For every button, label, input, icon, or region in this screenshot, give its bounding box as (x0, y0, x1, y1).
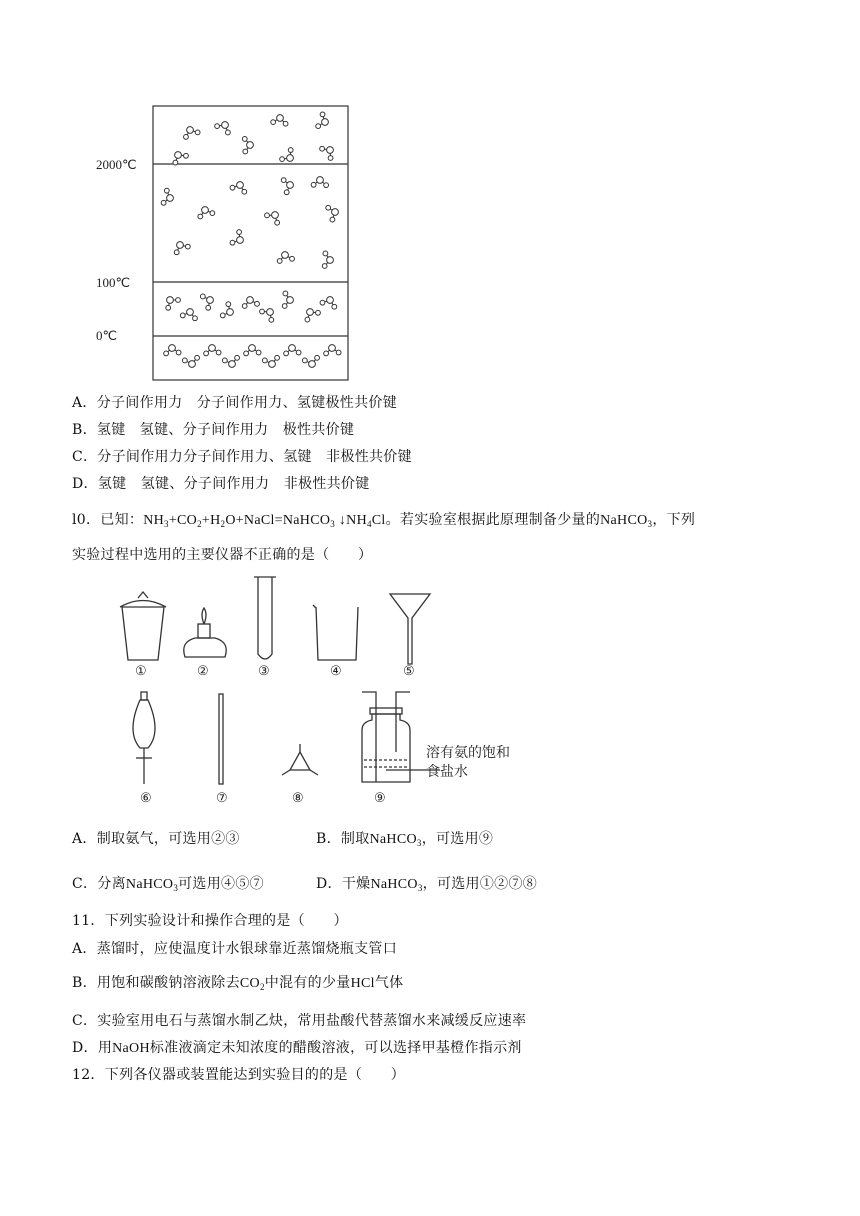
q9-option-b: B．氢键 氢键、分子间作用力 极性共价键 (72, 422, 355, 438)
apparatus-label-3: ③ (258, 663, 270, 678)
q10-option-d: D．干燥NaHCO$_3$，可选用①②⑦⑧ (316, 876, 538, 893)
q11-option-d: D．用NaOH标准液滴定未知浓度的醋酸溶液，可以选择甲基橙作指示剂 (72, 1040, 522, 1056)
bottle-label-line1: 溶有氨的饱和 (426, 746, 510, 761)
crucible-icon (122, 607, 164, 660)
beaker-icon (316, 607, 358, 660)
apparatus-label-7: ⑦ (216, 790, 228, 805)
q9-option-d: D．氢键 氢键、分子间作用力 非极性共价键 (72, 476, 370, 492)
q11-stem: 11．下列实验设计和操作合理的是（ ） (72, 913, 348, 929)
glass-rod-icon (219, 694, 223, 784)
q9-option-c: C．分子间作用力分子间作用力、氢键 非极性共价键 (72, 449, 412, 465)
funnel-icon (390, 594, 430, 664)
clay-triangle-icon (290, 752, 310, 770)
alcohol-lamp-icon (184, 638, 227, 657)
q9-option-a: A．分子间作用力 分子间作用力、氢键极性共价键 (72, 395, 398, 411)
apparatus-label-8: ⑧ (292, 790, 304, 805)
q10-option-c: C．分离NaHCO$_3$可选用④⑤⑦ (72, 876, 264, 893)
q10-stem: l0．已知：$NH_3+CO_2+H_2O+NaCl=NaHCO_3$ $↓NH_4Cl$。若实验室根据此原理制备少量的NaHCO$_3$，下列 (72, 512, 696, 529)
separatory-funnel-icon (133, 700, 155, 748)
gas-washing-bottle-icon (362, 714, 410, 782)
test-tube-icon (258, 577, 272, 659)
water-states-figure (90, 100, 350, 390)
q12-stem: 12．下列各仪器或装置能达到实验目的的是（ ） (72, 1067, 406, 1083)
apparatus-label-4: ④ (330, 663, 342, 678)
q10-option-a: A．制取氨气，可选用②③ (72, 831, 240, 847)
apparatus-label-2: ② (197, 663, 209, 678)
q11-option-a: A．蒸馏时，应使温度计水银球靠近蒸馏烧瓶支管口 (72, 941, 398, 957)
q11-option-b: B．用饱和碳酸钠溶液除去$CO_2$中混有的少量HCl气体 (72, 975, 404, 992)
apparatus-label-9: ⑨ (374, 790, 386, 805)
q10-option-b: B．制取NaHCO$_3$，可选用⑨ (316, 831, 494, 848)
apparatus-label-6: ⑥ (140, 790, 152, 805)
apparatus-label-1: ① (135, 663, 147, 678)
bottle-label-line2: 食盐水 (426, 765, 468, 780)
q11-option-c: C．实验室用电石与蒸馏水制乙炔，常用盐酸代替蒸馏水来减缓反应速率 (72, 1013, 527, 1029)
temp-label-2000: 2000℃ (96, 157, 137, 172)
temp-label-100: 100℃ (96, 275, 131, 290)
apparatus-label-5: ⑤ (403, 663, 415, 678)
temp-label-0: 0℃ (96, 328, 118, 343)
q10-stem-line2: 实验过程中选用的主要仪器不正确的是（ ） (72, 547, 373, 563)
